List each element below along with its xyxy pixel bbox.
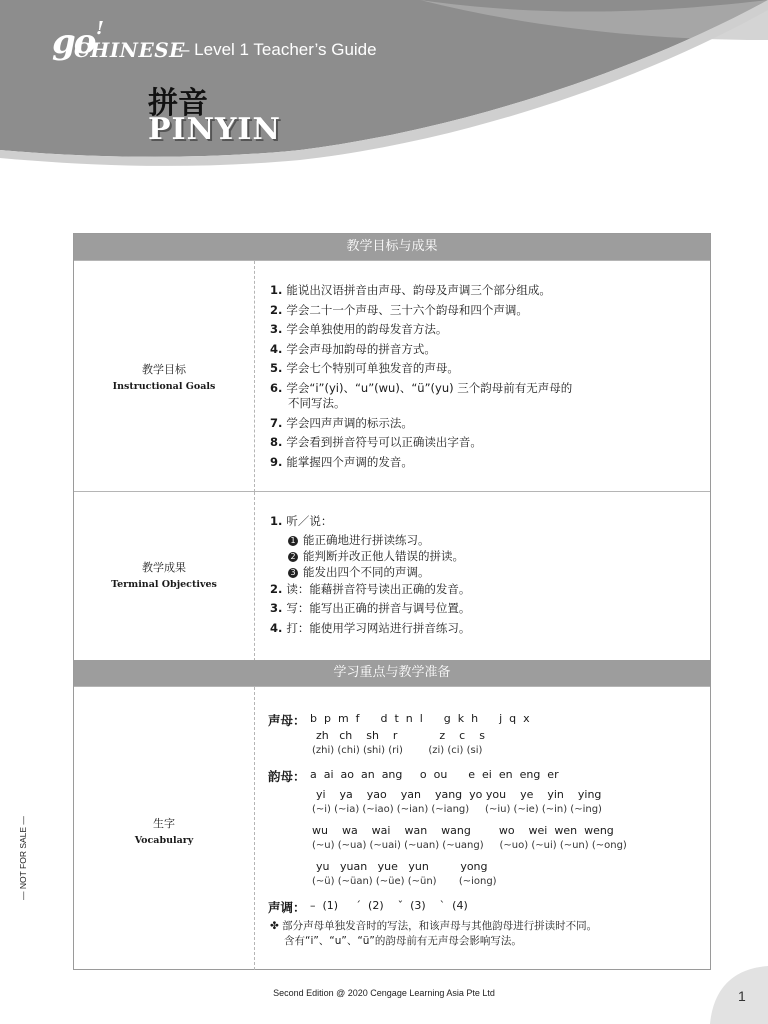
vocabulary-label-en: Vocabulary — [134, 835, 194, 846]
section-heading-focus: 学习重点与教学准备 — [74, 660, 710, 686]
finals-line-5: (~u) (~ua) (~uai) (~uan) (~uang) (~uo) (~ui) (~un) (~ong) — [312, 840, 627, 851]
sub-item: 3 能发出四个不同的声调。 — [270, 564, 690, 580]
finals-line-7: (~ü) (~üan) (~üe) (~ün) (~iong) — [312, 876, 497, 887]
number-badge-icon: 2 — [288, 552, 298, 562]
initials-line-2: zh ch sh r z c s — [316, 729, 485, 742]
brand-chinese: CHINESE — [74, 38, 185, 62]
list-item: 4. 学会声母加韵母的拼音方式。 — [270, 341, 436, 356]
page-title-en: PINYIN — [148, 112, 281, 147]
finals-line-1: a ai ao an ang o ou e ei en eng er — [310, 768, 559, 781]
list-item: 6. 学会“i”(yi)、“u”(wu)、“ü”(yu) 三个韵母前有无声母的 不同写法。 — [270, 380, 573, 410]
list-item: 4. 打：能使用学习网站进行拼音练习。 — [270, 620, 471, 635]
not-for-sale-label: — NOT FOR SALE — — [18, 816, 28, 900]
initials-line-3: (zhi) (chi) (shi) (ri) (zi) (ci) (si) — [312, 745, 483, 756]
initials-label: 声母： — [268, 713, 306, 728]
list-item: 7. 学会四声声调的标示法。 — [270, 415, 413, 430]
finals-line-3: (~i) (~ia) (~iao) (~ian) (~iang) (~iu) (~ie) (~in) (~ing) — [312, 804, 602, 815]
list-item: 3. 写：能写出正确的拼音与调号位置。 — [270, 601, 471, 615]
objectives-list — [270, 512, 690, 638]
finals-line-2: yi ya yao yan yang yo you ye yin ying — [316, 788, 602, 801]
page-number: 1 — [738, 988, 746, 1004]
tones-line: – (1) ˊ (2) ˇ (3) ˋ (4) — [310, 899, 468, 912]
list-item: 2. 学会二十一个声母、三十六个韵母和四个声调。 — [270, 302, 528, 317]
guide-title: – Level 1 Teacher’s Guide — [180, 40, 377, 59]
section-heading-goals: 教学目标与成果 — [74, 234, 710, 260]
goals-label-en: Instructional Goals — [112, 381, 216, 392]
brand-excl: ! — [96, 18, 104, 39]
vocabulary-label-cell — [74, 687, 255, 970]
footer-copyright: Second Edition @ 2020 Cengage Learning Asia Pte Ltd — [273, 988, 495, 998]
goals-label-cn: 教学目标 — [142, 363, 186, 376]
list-item: 9. 能掌握四个声调的发音。 — [270, 454, 413, 469]
number-badge-icon: 1 — [288, 536, 298, 546]
note-line-2: 含有“i”、“u”、“ü”的韵母前有无声母会影响写法。 — [284, 935, 522, 947]
page-title-cn: 拼音 — [148, 86, 208, 121]
objectives-label-en: Terminal Objectives — [111, 579, 217, 590]
goals-row — [74, 260, 710, 492]
brand-go: go — [52, 22, 95, 62]
goals-label-cell — [74, 261, 255, 492]
goals-list — [270, 281, 690, 472]
finals-label: 韵母： — [268, 769, 306, 784]
initials-line-1: b p m f d t n l g k h j q x — [310, 712, 530, 725]
vocabulary-label-cn: 生字 — [153, 817, 175, 830]
list-item: 5. 学会七个特别可单独发音的声母。 — [270, 361, 459, 375]
objectives-label-cn: 教学成果 — [142, 561, 186, 574]
list-item: 3. 学会单独使用的韵母发音方法。 — [270, 322, 448, 336]
tones-label: 声调： — [268, 900, 306, 915]
finals-line-6: yu yuan yue yun yong — [316, 860, 488, 873]
list-item: 1. 听／说： 1 能正确地进行拼读练习。 2 能判断并改正他人错误的拼读。 3 能发出四个不同的声调。 — [270, 512, 690, 580]
note-line-1: ✤ 部分声母单独发音时的写法，和该声母与其他韵母进行拼读时不同。 — [270, 920, 598, 932]
sub-item: 2 能判断并改正他人错误的拼读。 — [270, 548, 690, 564]
list-item: 8. 学会看到拼音符号可以正确读出字音。 — [270, 435, 482, 449]
objectives-label-cell — [74, 492, 255, 661]
list-item: 1. 能说出汉语拼音由声母、韵母及声调三个部分组成。 — [270, 283, 551, 297]
content-table — [73, 233, 711, 970]
number-badge-icon: 3 — [288, 568, 298, 578]
vocabulary-row — [74, 686, 710, 970]
sub-item: 1 能正确地进行拼读练习。 — [270, 532, 690, 548]
list-item: 2. 读：能藉拼音符号读出正确的发音。 — [270, 581, 471, 596]
finals-line-4: wu wa wai wan wang wo wei wen weng — [312, 824, 614, 837]
objectives-row — [74, 491, 710, 661]
